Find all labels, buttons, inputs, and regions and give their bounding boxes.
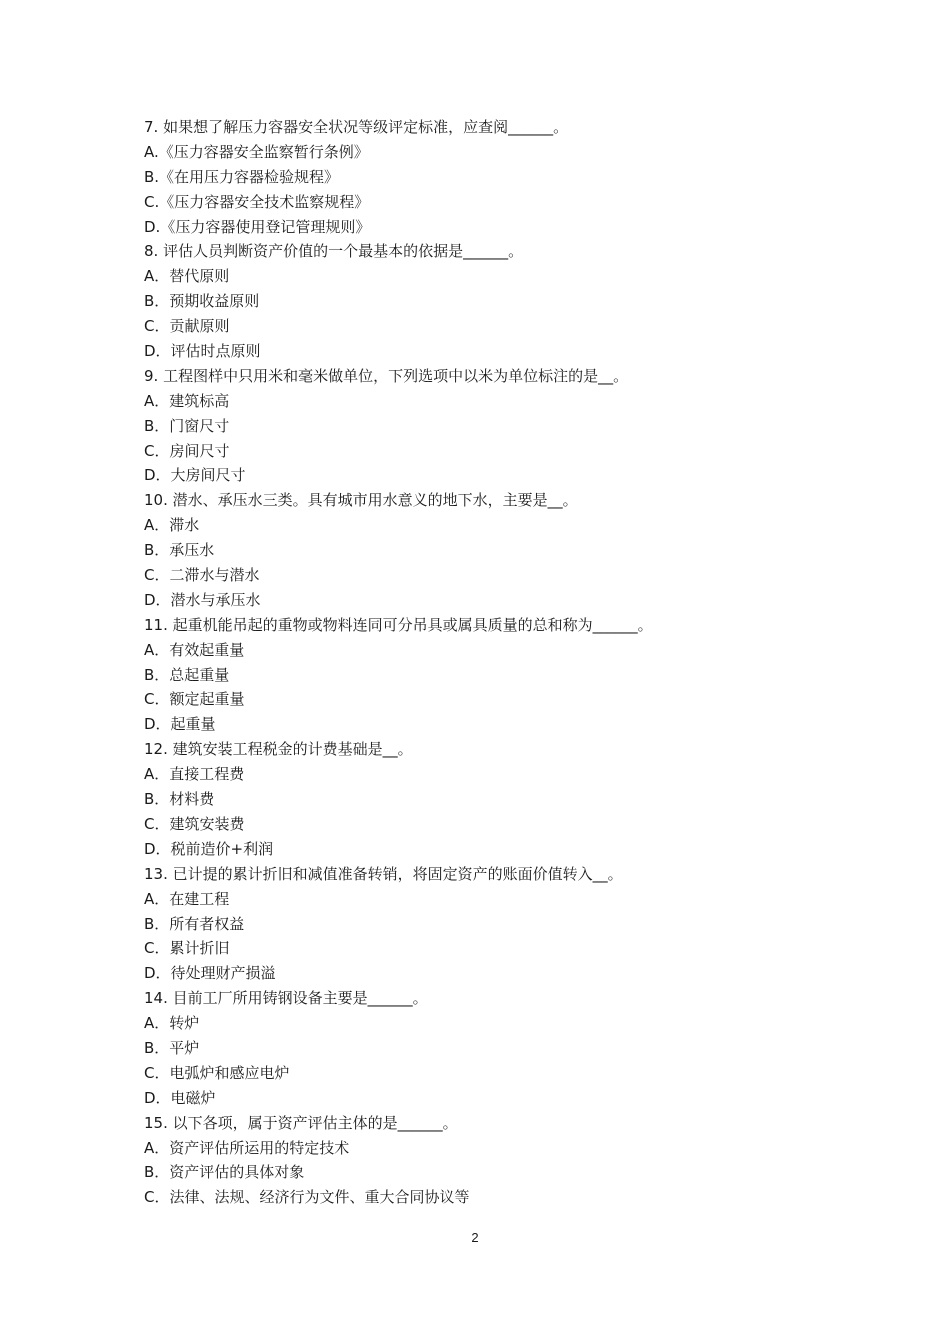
- answer-option: D．税前造价+利润: [144, 839, 274, 858]
- page-number: 2: [471, 1230, 479, 1245]
- answer-option: B．平炉: [144, 1038, 200, 1057]
- answer-option: A.《压力容器安全监察暂行条例》: [144, 142, 369, 161]
- answer-option: D.《压力容器使用登记管理规则》: [144, 217, 371, 236]
- answer-option: C．建筑安装费: [144, 814, 245, 833]
- question-text: 7. 如果想了解压力容器安全状况等级评定标准，应查阅______。: [144, 118, 569, 136]
- question-text: 10. 潜水、承压水三类。具有城市用水意义的地下水，主要是__。: [144, 491, 578, 510]
- answer-option: D．大房间尺寸: [144, 466, 246, 485]
- answer-option: D．待处理财产损溢: [144, 964, 276, 983]
- answer-option: A．滞水: [144, 516, 200, 535]
- answer-option: C．二滞水与潜水: [144, 566, 260, 585]
- answer-option: D．电磁炉: [144, 1088, 216, 1107]
- answer-option: C．贡献原则: [144, 317, 230, 336]
- answer-option: B．材料费: [144, 790, 215, 809]
- question-text: 13. 已计提的累计折旧和减值准备转销，将固定资产的账面价值转入__。: [144, 864, 623, 883]
- answer-option: C．额定起重量: [144, 690, 245, 709]
- answer-option: B．所有者权益: [144, 914, 245, 933]
- question-text: 11. 起重机能吊起的重物或物料连同可分吊具或属具质量的总和称为______。: [144, 615, 653, 634]
- answer-option: D．起重量: [144, 715, 216, 734]
- answer-option: B．预期收益原则: [144, 292, 260, 311]
- answer-option: B．承压水: [144, 541, 215, 560]
- question-text: 12. 建筑安装工程税金的计费基础是__。: [144, 740, 413, 759]
- answer-option: C.《压力容器安全技术监察规程》: [144, 192, 370, 211]
- question-text: 9. 工程图样中只用米和毫米做单位，下列选项中以米为单位标注的是__。: [144, 366, 629, 385]
- answer-option: A．转炉: [144, 1014, 200, 1033]
- question-text: 15. 以下各项，属于资产评估主体的是______。: [144, 1113, 458, 1132]
- answer-option: A．资产评估所运用的特定技术: [144, 1138, 350, 1157]
- answer-option: A．在建工程: [144, 889, 230, 908]
- answer-option: D．潜水与承压水: [144, 590, 261, 609]
- answer-option: A．有效起重量: [144, 640, 245, 659]
- answer-option: C．法律、法规、经济行为文件、重大合同协议等: [144, 1188, 470, 1207]
- answer-option: A．直接工程费: [144, 765, 245, 784]
- question-text: 14. 目前工厂所用铸钢设备主要是______。: [144, 989, 428, 1008]
- answer-option: C．房间尺寸: [144, 441, 230, 460]
- answer-option: B．总起重量: [144, 665, 230, 684]
- question-text: 8. 评估人员判断资产价值的一个最基本的依据是______。: [144, 242, 524, 261]
- answer-option: B．门窗尺寸: [144, 416, 230, 435]
- answer-option: C．累计折旧: [144, 939, 230, 958]
- answer-option: B．资产评估的具体对象: [144, 1163, 305, 1182]
- answer-option: A．替代原则: [144, 267, 230, 286]
- question-list: [144, 115, 824, 1210]
- answer-option: C．电弧炉和感应电炉: [144, 1063, 290, 1082]
- answer-option: B.《在用压力容器检验规程》: [144, 167, 340, 186]
- answer-option: D．评估时点原则: [144, 342, 261, 361]
- answer-option: A．建筑标高: [144, 391, 230, 410]
